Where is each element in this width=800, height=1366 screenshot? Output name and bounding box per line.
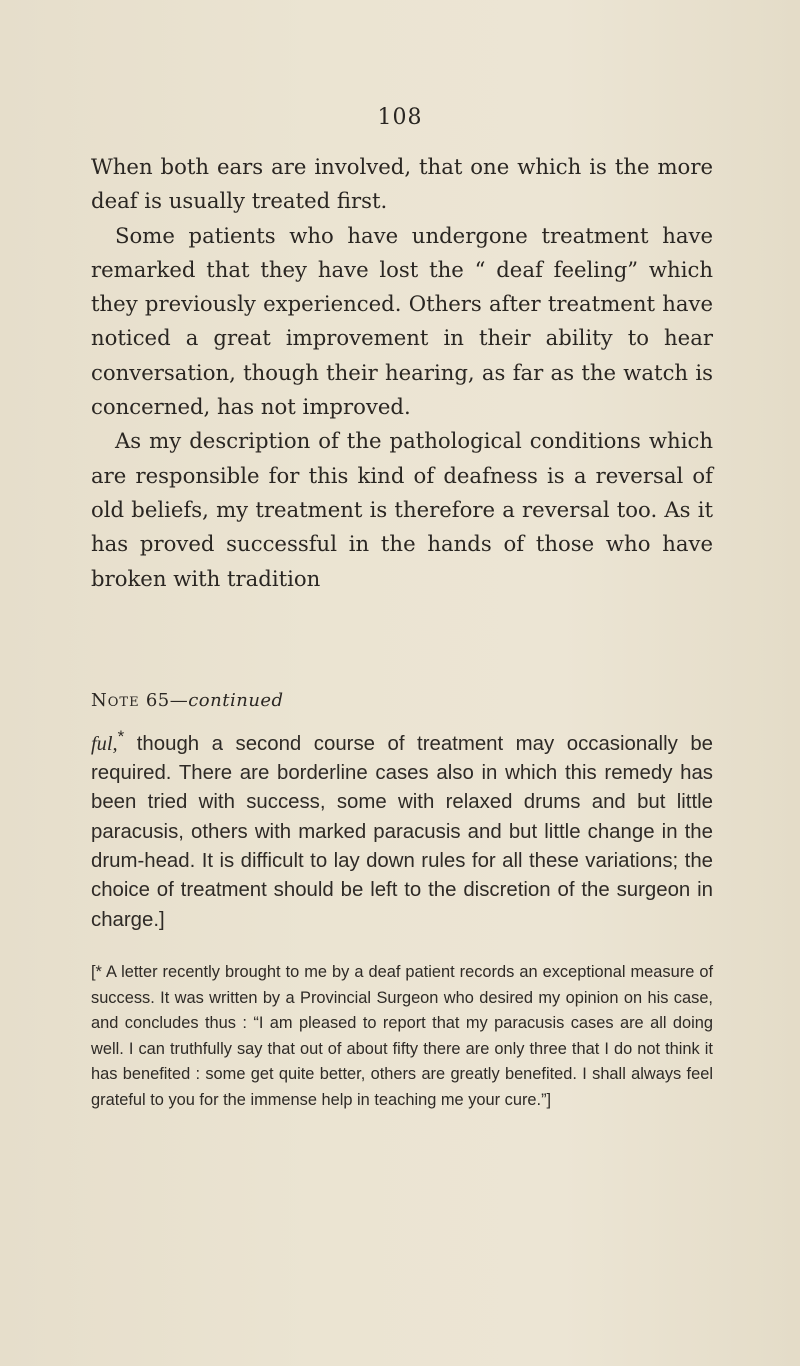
main-text (91, 150, 713, 596)
paragraph-3: As my description of the pathological conditions which are responsible for this kind of deafness is a reversal of old beliefs, my treatment is therefore a reversal too. As it has proved successful in the hands of those who have broken with tradition (91, 428, 713, 591)
footnote (91, 960, 713, 1113)
note-lead-mark: * (117, 727, 125, 746)
note-heading-label: Note (91, 690, 140, 711)
note-heading-number: 65— (145, 690, 189, 711)
note-heading (91, 690, 284, 711)
note-body: though a second course of treatment may occasionally be required. There are borderline cases also in which this remedy has been tried with success, some with relaxed drums and but little paracusis, others with marked paracusis and but little change in the drum-head. It is difficult to lay down rules for all these variations; the choice of treatment should be left to the discretion of the surgeon in charge.] (91, 732, 713, 931)
note-paragraph (91, 722, 713, 935)
paragraph-1: When both ears are involved, that one which is the more deaf is usually treated first. (91, 154, 713, 214)
paragraph-2: Some patients who have undergone treatment have remarked that they have lost the “ deaf feeling” which they previously experienced. Others after treatment have noticed a great improvement in their ability to hear conversation, though their hearing, as far as the watch is concerned, has not improved. (91, 222, 713, 420)
page-number: 108 (377, 105, 423, 130)
note-lead-word: ful, (91, 732, 118, 755)
note-text (91, 722, 713, 935)
note-heading-continued: continued (188, 690, 284, 711)
footnote-text: [* A letter recently brought to me by a deaf patient records an exceptional measure of success. It was written by a Provincial Surgeon who desired my opinion on his case, and concludes thus : “I am pleased to report that my paracusis cases are all doing well. I can truthfully say that out of about fifty there are only three that I do not think it has benefited : some get quite better, others are greatly benefited. I shall always feel grateful to you for the immense help in teaching me your cure.”] (91, 963, 713, 1109)
